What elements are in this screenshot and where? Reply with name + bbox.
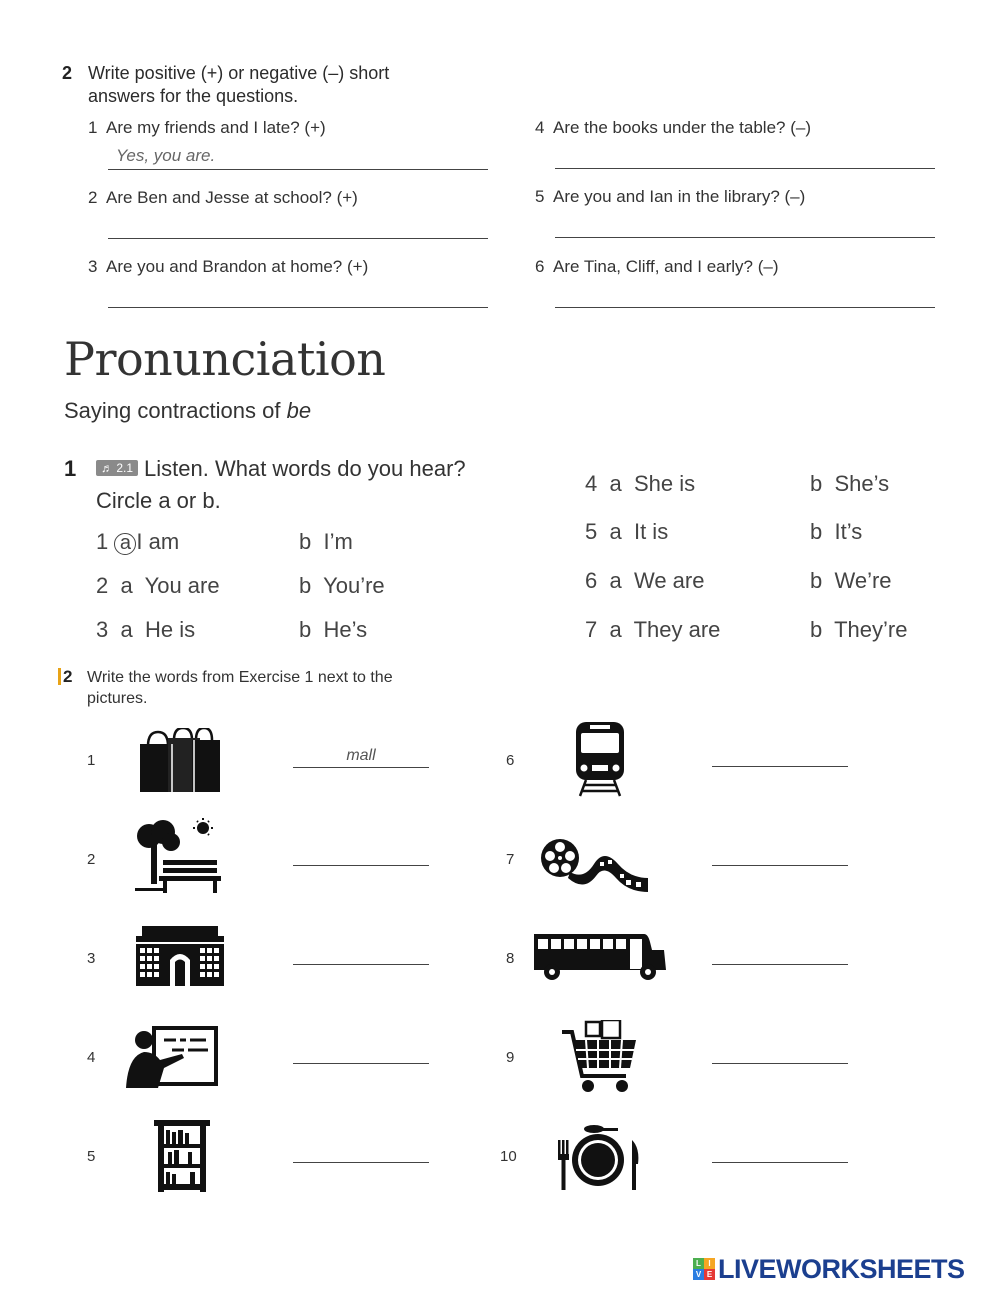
pron-item-2-b[interactable] — [299, 573, 385, 599]
item-number: 1 — [96, 529, 109, 554]
answer-line[interactable] — [712, 865, 848, 866]
plate-cutlery-icon — [556, 1124, 640, 1192]
exercise-instruction — [88, 62, 389, 108]
instruction-line: Listen. What words do you hear? — [144, 456, 466, 481]
answer-line[interactable] — [293, 865, 429, 866]
audio-track-number: 2.1 — [116, 461, 134, 475]
picture-number: 4 — [87, 1049, 96, 1066]
option-a-letter: a — [609, 519, 622, 544]
marker-bar — [58, 668, 61, 685]
question-4 — [535, 118, 811, 138]
picture-number: 7 — [506, 851, 515, 868]
film-reel-icon — [540, 834, 652, 894]
listen-exercise-number: 1 — [64, 456, 77, 481]
pron-item-2[interactable] — [96, 573, 220, 599]
pron-item-6[interactable] — [585, 568, 704, 594]
answer-line[interactable] — [555, 307, 935, 308]
answer-line[interactable] — [108, 307, 488, 308]
logo-tile-blue: V — [693, 1269, 704, 1280]
item-number: 4 — [585, 471, 598, 496]
question-text: Are you and Brandon at home? (+) — [105, 257, 369, 276]
answer-line[interactable] — [712, 1162, 848, 1163]
subtitle-text: Saying contractions of — [64, 398, 287, 423]
question-6 — [535, 257, 779, 277]
picture-number: 8 — [506, 950, 515, 967]
answer-line[interactable] — [712, 1063, 848, 1064]
answer-line[interactable] — [108, 169, 488, 170]
option-a-text: You are — [144, 573, 220, 598]
exercise-number: 2 — [63, 667, 73, 686]
picture-number: 2 — [87, 851, 96, 868]
answer-line[interactable] — [712, 964, 848, 965]
park-icon — [133, 818, 223, 894]
answer-line[interactable] — [108, 238, 488, 239]
option-a-text: I am — [136, 529, 180, 554]
instruction-line: Circle a or b. — [96, 488, 221, 513]
option-b-text: She’s — [834, 471, 890, 496]
option-a-letter: a — [609, 568, 622, 593]
question-2 — [88, 188, 358, 208]
option-b-letter: b — [299, 529, 312, 554]
option-a-circled[interactable]: a — [114, 533, 136, 555]
option-a-letter: a — [120, 617, 133, 642]
exercise-number: 2 — [62, 63, 73, 83]
pron-item-1-b[interactable] — [299, 529, 353, 555]
picture-number: 3 — [87, 950, 96, 967]
answer-line[interactable] — [555, 237, 935, 238]
option-b-text: You’re — [323, 573, 385, 598]
item-number: 6 — [585, 568, 598, 593]
item-number: 7 — [585, 617, 598, 642]
question-text: Are Tina, Cliff, and I early? (–) — [552, 257, 779, 276]
instruction-line: answers for the questions. — [88, 86, 299, 106]
question-5 — [535, 187, 805, 207]
answer-line[interactable] — [293, 767, 429, 768]
picture-answer[interactable]: mall — [346, 747, 376, 764]
answer-line[interactable] — [555, 168, 935, 169]
option-a-text: She is — [633, 471, 696, 496]
picture-number: 9 — [506, 1049, 515, 1066]
instruction-line: Write the words from Exercise 1 next to the — [87, 669, 393, 686]
option-b-letter: b — [299, 573, 312, 598]
liveworksheets-brand[interactable]: LIVEWORKSHEETS — [718, 1254, 965, 1284]
option-b-letter: b — [810, 471, 823, 496]
logo-tile-green: L — [693, 1258, 704, 1269]
option-a-letter: a — [609, 471, 622, 496]
item-number: 3 — [96, 617, 109, 642]
picture-number: 10 — [500, 1148, 517, 1165]
answer-line[interactable] — [712, 766, 848, 767]
option-b-letter: b — [810, 617, 823, 642]
shopping-cart-icon — [560, 1020, 638, 1094]
subtitle-emphasis: be — [286, 398, 312, 423]
option-b-letter: b — [810, 568, 823, 593]
liveworksheets-logo-icon — [693, 1258, 715, 1280]
section-subtitle — [64, 398, 311, 424]
question-number: 2 — [88, 188, 98, 207]
train-icon — [574, 720, 626, 798]
bus-icon — [532, 930, 668, 982]
option-b-letter: b — [810, 519, 823, 544]
answer-line[interactable] — [293, 964, 429, 965]
teacher-board-icon — [124, 1026, 220, 1090]
instruction-line: Write positive (+) or negative (–) short — [88, 63, 390, 83]
answer-line[interactable] — [293, 1063, 429, 1064]
pron-item-4[interactable] — [585, 471, 695, 497]
bookshelf-icon — [152, 1118, 212, 1194]
question-number: 1 — [88, 118, 98, 137]
school-building-icon — [134, 926, 226, 986]
option-a-text: It is — [633, 519, 669, 544]
option-b-text: It’s — [834, 519, 863, 544]
item-number: 2 — [96, 573, 109, 598]
option-a-text: They are — [633, 617, 721, 642]
pron-item-6-b[interactable] — [810, 568, 892, 594]
logo-tile-orange: I — [704, 1258, 715, 1269]
shopping-bags-icon — [138, 728, 222, 794]
audio-track-badge[interactable] — [96, 460, 138, 476]
option-a-text: We are — [633, 568, 705, 593]
question-text: Are the books under the table? (–) — [552, 118, 811, 137]
item-number: 5 — [585, 519, 598, 544]
question-number: 3 — [88, 257, 98, 276]
pron-item-5-b[interactable] — [810, 519, 862, 545]
listen-instruction — [96, 456, 466, 514]
option-b-text: They’re — [834, 617, 908, 642]
pron-item-4-b[interactable] — [810, 471, 889, 497]
option-b-text: He’s — [323, 617, 368, 642]
question-1 — [88, 118, 326, 138]
question-text: Are Ben and Jesse at school? (+) — [105, 188, 358, 207]
picture-number: 5 — [87, 1148, 96, 1165]
option-b-text: We’re — [834, 568, 892, 593]
question-number: 5 — [535, 187, 545, 206]
pron-item-7[interactable] — [585, 617, 720, 643]
pron-item-3[interactable] — [96, 617, 195, 643]
exercise-instruction — [87, 667, 393, 709]
option-b-letter: b — [299, 617, 312, 642]
question-text: Are you and Ian in the library? (–) — [552, 187, 806, 206]
pron-item-5[interactable] — [585, 519, 668, 545]
option-b-text: I’m — [323, 529, 353, 554]
question-3 — [88, 257, 368, 277]
question-number: 6 — [535, 257, 545, 276]
option-a-letter: a — [120, 573, 133, 598]
option-a-text: He is — [144, 617, 196, 642]
section-title: Pronunciation — [64, 332, 386, 386]
pron-item-3-b[interactable] — [299, 617, 367, 643]
logo-tile-red: E — [704, 1269, 715, 1280]
answer-line[interactable] — [293, 1162, 429, 1163]
headphones-icon: ♬ — [101, 461, 113, 475]
picture-number: 6 — [506, 752, 515, 769]
pron-item-1 — [96, 529, 179, 555]
question-text: Are my friends and I late? (+) — [105, 118, 326, 137]
question-number: 4 — [535, 118, 545, 137]
instruction-line: pictures. — [87, 690, 148, 707]
picture-number: 1 — [87, 752, 96, 769]
option-a-letter: a — [609, 617, 622, 642]
answer-text[interactable]: Yes, you are. — [116, 146, 216, 165]
pron-item-7-b[interactable] — [810, 617, 907, 643]
